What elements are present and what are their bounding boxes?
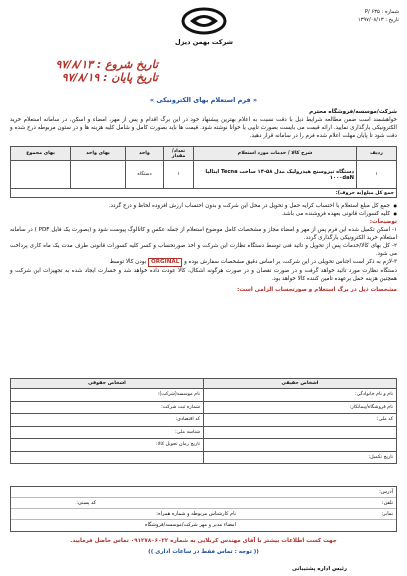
- company-logo: [168, 6, 240, 66]
- intro-greeting: شرکت/موسسه/فروشگاه محترم: [309, 109, 397, 115]
- col-qty: تعداد/مقدار: [164, 147, 194, 161]
- table-row: [11, 389, 397, 402]
- intro-text: خواهشمند است ضمن مطالعه شرایط ذیل با دقت نسبت به اعلام بهترین پیشنهاد خود در این برگ اقدام و پس از مهر، امضاء و اسکن، در سامانه استعلام خرید الکترونیکی بارگذاری نمایید. ارائه قیمت می بایست بصورت تایپی یا خوانا نوشته شود. قیمت ها باید بصورت کامل و شامل کلیه هزینه ها و در ستون مربوطه درج شده و دقت شود تا پایان مهلت اعلام شده فرم را در سامانه قرار دهید.: [10, 117, 397, 139]
- field-completion-date[interactable]: تاریخ تکمیل:: [204, 451, 397, 464]
- explanation-3-cont: دستگاه نظارت مورد تائید خواهد گرفت و در صورت نقصان و در صورت هرگونه اشکال، کالا عودت داده خواهد شد و خسارت ایجاد شده به تجهیزات این شرکت و همچنین هزینه حمل برعهده تامین کننده کالا خواهد بود.: [10, 268, 397, 282]
- explanation-3-tail: بودن کالا توسط: [109, 259, 147, 265]
- cell-unit-price[interactable]: [71, 161, 126, 189]
- col-unit-price: بهای واحد: [71, 147, 126, 161]
- explanation-2: ۲- کل بهای کالا/خدمات پس از تحویل و تائید فنی توسط دستگاه نظارت این شرکت و اخذ صورتحساب و کسر کلیه کسورات قانونی طرف مدت یک ماه کاری پرداخت می شود.: [10, 243, 397, 257]
- explanation-1: ۱- اسکن تکمیل شده این فرم پس از مهر و امضاء مجاز و مشخصات کامل موضوع استعلام از جمله عکس و کاتالوگ پیوست شود و (بصورت یک فایل PDF ) در سامانه استعلام خرید الکترونیکی بارگذاری گردد.: [10, 227, 397, 241]
- field-empty[interactable]: [11, 451, 204, 464]
- head-natural-person: اشخاص حقیقی: [204, 379, 397, 389]
- cell-qty: ۱: [164, 161, 194, 189]
- sign-label: امضاء مدیر و مهر شرکت/موسسه/فروشگاه: [144, 522, 236, 528]
- items-table: [10, 146, 397, 198]
- table-row: [11, 414, 397, 427]
- col-index: ردیف: [357, 147, 397, 161]
- sum-label[interactable]: جمع کل مبلغ(به حروف):: [11, 189, 397, 198]
- start-date: تاریخ شروع : ۹۷/۸/۱۳: [55, 58, 158, 71]
- inquiry-dates: [8, 58, 158, 84]
- field-national-id[interactable]: شناسه ملی:: [11, 426, 204, 439]
- head-legal-person: اشخاص حقوقی: [11, 379, 204, 389]
- cell-unit: دستگاه: [126, 161, 164, 189]
- field-registration-number[interactable]: شماره ثبت شرکت:: [11, 401, 204, 414]
- date-value: ۱۳۹۷/۰۸/۱۳: [357, 17, 384, 23]
- intro-block: [10, 108, 397, 140]
- explanation-3: [10, 258, 397, 267]
- field-full-name[interactable]: نام و نام خانوادگی:: [204, 389, 397, 402]
- notes-block: [10, 202, 397, 294]
- address-box: [10, 486, 397, 532]
- address-label: آدرس:: [379, 489, 393, 495]
- field-national-code[interactable]: کد ملی:: [204, 414, 397, 427]
- table-row: [11, 426, 397, 439]
- table-row: [11, 401, 397, 414]
- table-row: [11, 451, 397, 464]
- support-signature-label: رئیس اداره پشتیبانی: [291, 566, 347, 572]
- phone-line[interactable]: [11, 498, 396, 509]
- number-label: شماره :: [381, 9, 399, 15]
- rep-label: نام کارشناس مربوطه و شماره همراه:: [156, 511, 236, 517]
- phone-label: تلفن:: [381, 500, 393, 506]
- note-item: ● جمع کل مبلغ استعلام با احتساب کرایه حمل و تحویل در محل این شرکت و بدون احتساب ارزش افزوده لحاظ و درج گردد.: [10, 202, 397, 210]
- explanation-3-text: ۳-لازم به ذکر است اجناس تحویلی در این شرکت، بر اساس دقیق مشخصات سفارش بوده و: [184, 259, 397, 265]
- cell-index: ۱: [357, 161, 397, 189]
- bahman-logo-icon: [181, 6, 227, 36]
- col-unit: واحد: [126, 147, 164, 161]
- contact-line: جهت کسب اطلاعات بیشتر با آقای مهندس کربلایی به شماره ۰۹۱۲۷۸۰۶۰۲۲ تماس حاصل فرمایید.: [70, 538, 337, 544]
- postal-label: کد پستی:: [76, 500, 96, 506]
- note-item: ● کلیه کسورات قانونی بعهده فروشنده می باشد.: [10, 210, 397, 218]
- col-description: شرح کالا / خدمات مورد استعلام: [194, 147, 357, 161]
- fax-label: نمابر:: [381, 511, 393, 517]
- address-line[interactable]: [11, 487, 396, 498]
- table-row: [11, 161, 397, 189]
- sign-line[interactable]: [11, 520, 396, 531]
- contact-note: (( توجه : تماس فقط در ساعات اداری )): [148, 549, 259, 555]
- original-badge: ORGINAL: [148, 258, 182, 267]
- company-name: شرکت بهمن دیزل: [174, 38, 234, 46]
- number-value: P/ ۶۳۵: [364, 9, 380, 15]
- field-empty[interactable]: [204, 426, 397, 439]
- field-delivery-time[interactable]: تاریخ زمان تحویل کالا:: [11, 439, 204, 452]
- field-shop-name[interactable]: نام فروشگاه/پیمانکار:: [204, 401, 397, 414]
- field-economic-code[interactable]: کد اقتصادی:: [11, 414, 204, 427]
- header-meta: [279, 8, 399, 24]
- table-row: [11, 439, 397, 452]
- sum-row: [11, 189, 397, 198]
- rep-line[interactable]: [11, 509, 396, 520]
- party-info-table: [10, 378, 397, 464]
- seller-section-title: مشخصات ذیل در برگ استعلام و صورتحساب الزامی است:: [237, 287, 397, 293]
- cell-description: دستگاه تیروسنج هیدرولیک مدل ۵۸-۱۴ ساخت Tecna ایتالیا ۱۰۰۰daN: [194, 161, 357, 189]
- form-title: « فرم استعلام بهای الکترونیکی »: [149, 96, 258, 104]
- explanations-title: توضیحات:: [369, 219, 397, 225]
- date-label: تاریخ :: [385, 17, 399, 23]
- field-company-name[interactable]: نام موسسه(شرکت):: [11, 389, 204, 402]
- end-date: تاریخ پایان : ۹۷/۸/۱۹: [61, 71, 158, 84]
- cell-total-price[interactable]: [11, 161, 71, 189]
- field-empty[interactable]: [204, 439, 397, 452]
- col-total-price: بهای مجموع: [11, 147, 71, 161]
